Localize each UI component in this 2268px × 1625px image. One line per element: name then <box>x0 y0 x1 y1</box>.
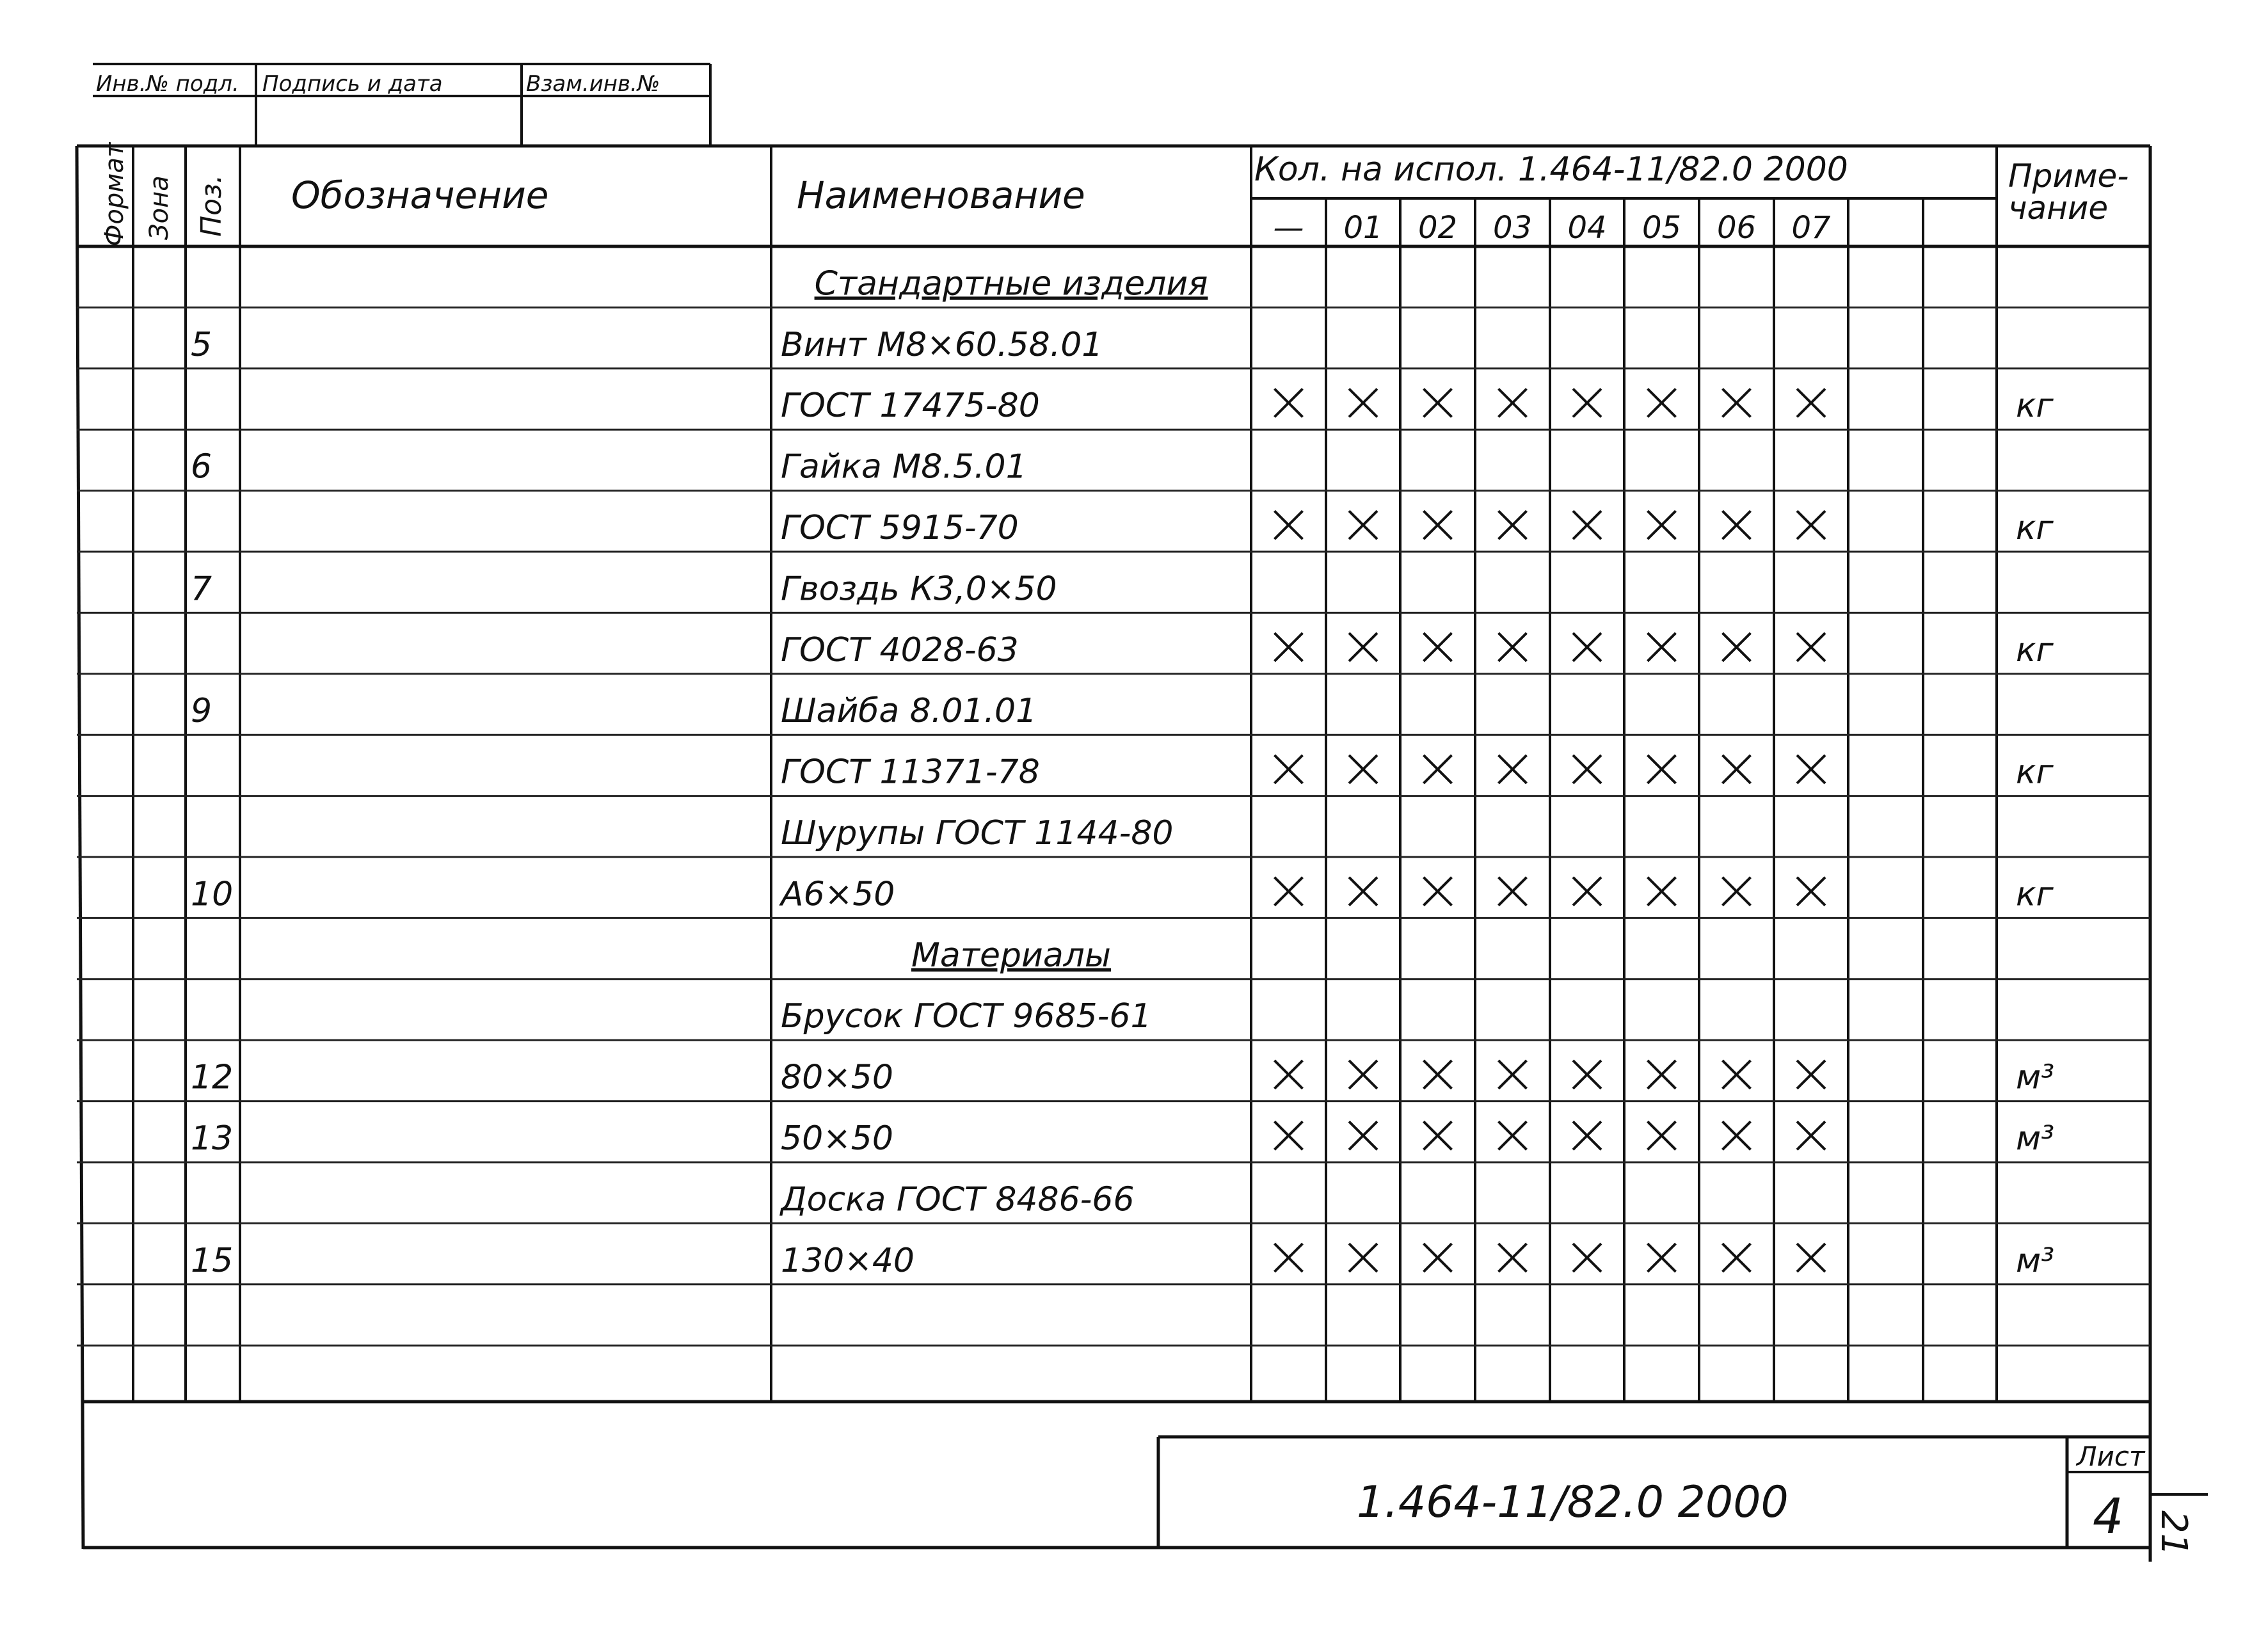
x-mark-icon <box>1424 511 1452 539</box>
x-mark-icon <box>1499 1121 1527 1149</box>
table-row <box>781 387 2054 425</box>
row-name: Доска ГОСТ 8486-66 <box>781 1180 1135 1219</box>
x-mark-icon <box>1723 1061 1751 1089</box>
stamp-cell-signature-date: Подпись и дата <box>262 71 443 97</box>
x-mark-icon <box>1648 877 1676 906</box>
x-mark-icon <box>1424 633 1452 661</box>
x-mark-icon <box>1275 755 1303 783</box>
sheet-number: 4 <box>2093 1487 2124 1544</box>
header-format: Формат <box>100 142 129 246</box>
row-name: Гвоздь К3,0×50 <box>781 570 1057 609</box>
row-name: Шурупы ГОСТ 1144-80 <box>781 814 1174 853</box>
x-mark-icon <box>1648 1121 1676 1149</box>
x-mark-icon <box>1797 877 1825 906</box>
x-mark-icon <box>1275 389 1303 417</box>
x-mark-icon <box>1648 1061 1676 1089</box>
header-note-line1: Приме- <box>2008 157 2129 195</box>
row-name: ГОСТ 11371-78 <box>781 753 1040 792</box>
x-mark-icon <box>1648 511 1676 539</box>
x-mark-icon <box>1424 389 1452 417</box>
table-row <box>815 264 1208 303</box>
table-row <box>191 692 1037 730</box>
x-mark-icon <box>1499 389 1527 417</box>
row-name: Брусок ГОСТ 9685-61 <box>781 997 1152 1036</box>
x-mark-icon <box>1349 511 1377 539</box>
row-note: кг <box>2016 753 2054 792</box>
row-name: Шайба 8.01.01 <box>781 692 1037 731</box>
x-mark-icon <box>1424 1121 1452 1149</box>
x-mark-icon <box>1573 877 1601 906</box>
x-mark-icon <box>1275 1121 1303 1149</box>
table-row <box>911 936 1111 975</box>
x-mark-icon <box>1499 1244 1527 1272</box>
variant-label: 03 <box>1492 210 1533 246</box>
x-mark-icon <box>1723 633 1751 661</box>
x-mark-icon <box>1723 755 1751 783</box>
stamp-cell-inv-original: Инв.№ подл. <box>96 71 239 97</box>
x-mark-icon <box>1797 1244 1825 1272</box>
x-mark-icon <box>1349 877 1377 906</box>
x-mark-icon <box>1499 755 1527 783</box>
x-mark-icon <box>1424 755 1452 783</box>
row-position: 13 <box>191 1119 234 1158</box>
x-mark-icon <box>1424 1061 1452 1089</box>
header-note-line2: чание <box>2008 189 2109 227</box>
x-mark-icon <box>1499 1061 1527 1089</box>
x-mark-icon <box>1723 1244 1751 1272</box>
variant-label: 06 <box>1716 210 1757 246</box>
row-note: м³ <box>2016 1241 2055 1280</box>
x-mark-icon <box>1275 633 1303 661</box>
x-mark-icon <box>1424 1244 1452 1272</box>
x-mark-icon <box>1349 1121 1377 1149</box>
variant-label: 02 <box>1418 210 1458 246</box>
x-mark-icon <box>1797 389 1825 417</box>
x-mark-icon <box>1275 1244 1303 1272</box>
x-mark-icon <box>1499 511 1527 539</box>
variant-label: — <box>1273 210 1304 246</box>
header-qty-title: Кол. на испол. 1.464-11/82.0 2000 <box>1254 150 1848 189</box>
table-row <box>781 631 2054 669</box>
header-name: Наименование <box>797 173 1085 217</box>
x-mark-icon <box>1723 511 1751 539</box>
outer-frame <box>77 146 2150 1562</box>
x-mark-icon <box>1349 1061 1377 1089</box>
table-header <box>100 141 2128 246</box>
x-mark-icon <box>1797 1121 1825 1149</box>
x-mark-icon <box>1648 389 1676 417</box>
section-heading: Стандартные изделия <box>814 264 1208 303</box>
margin-mark <box>2150 1494 2208 1556</box>
variant-label: 05 <box>1641 210 1682 246</box>
row-name: ГОСТ 4028-63 <box>781 630 1019 669</box>
table-row <box>191 448 1027 486</box>
x-mark-icon <box>1648 755 1676 783</box>
table-row <box>781 509 2054 547</box>
table-row <box>781 753 2054 792</box>
x-mark-icon <box>1349 633 1377 661</box>
row-position: 10 <box>191 875 234 914</box>
title-block <box>83 1402 2150 1548</box>
variant-label: 04 <box>1567 210 1607 246</box>
x-mark-icon <box>1573 511 1601 539</box>
row-name: Гайка М8.5.01 <box>781 447 1027 486</box>
x-mark-icon <box>1573 1244 1601 1272</box>
row-position: 7 <box>191 570 212 609</box>
row-position: 12 <box>191 1058 234 1097</box>
x-mark-icon <box>1723 1121 1751 1149</box>
x-mark-icon <box>1349 389 1377 417</box>
table-row <box>191 326 1103 364</box>
header-designation: Обозначение <box>291 173 549 217</box>
margin-number: 21 <box>2153 1510 2194 1557</box>
row-position: 6 <box>191 447 212 486</box>
variant-label: 07 <box>1791 210 1831 246</box>
stamp-cell-replacement-inv: Взам.инв.№ <box>526 71 660 97</box>
x-mark-icon <box>1275 511 1303 539</box>
table-row <box>781 814 1174 853</box>
table-row <box>779 1180 1135 1219</box>
row-name: 80×50 <box>781 1058 893 1097</box>
row-position: 5 <box>191 325 212 364</box>
top-stamp-strip <box>93 64 710 146</box>
x-mark-icon <box>1573 1061 1601 1089</box>
x-mark-icon <box>1797 633 1825 661</box>
sheet-label: Лист <box>2077 1441 2145 1472</box>
x-mark-icon <box>1424 877 1452 906</box>
row-note: кг <box>2016 875 2054 914</box>
x-mark-icon <box>1275 877 1303 906</box>
x-mark-icon <box>1275 1061 1303 1089</box>
row-name: А6×50 <box>781 875 895 914</box>
header-zone: Зона <box>145 175 174 240</box>
x-mark-icon <box>1499 633 1527 661</box>
x-mark-icon <box>1573 1121 1601 1149</box>
x-mark-icon <box>1723 389 1751 417</box>
x-mark-icon <box>1648 633 1676 661</box>
x-mark-icon <box>1499 877 1527 906</box>
variant-labels <box>1274 210 1832 246</box>
x-mark-icon <box>1723 877 1751 906</box>
x-mark-icon <box>1573 633 1601 661</box>
x-mark-icon <box>1349 1244 1377 1272</box>
row-note: кг <box>2016 509 2054 547</box>
x-mark-icon <box>1797 511 1825 539</box>
row-name: 130×40 <box>781 1241 914 1280</box>
x-mark-icon <box>1573 389 1601 417</box>
title-block-designation: 1.464-11/82.0 2000 <box>1357 1477 1789 1528</box>
table-row <box>781 997 1152 1036</box>
row-note: м³ <box>2016 1058 2055 1097</box>
row-name: Винт М8×60.58.01 <box>781 325 1103 364</box>
x-mark-icon <box>1349 755 1377 783</box>
row-note: м³ <box>2016 1119 2055 1158</box>
x-mark-icon <box>1573 755 1601 783</box>
row-note: кг <box>2016 387 2054 426</box>
variant-label: 01 <box>1343 210 1383 246</box>
table-row <box>191 570 1057 608</box>
row-note: кг <box>2016 630 2054 669</box>
header-position: Поз. <box>195 174 228 237</box>
x-mark-icon <box>1648 1244 1676 1272</box>
row-name: ГОСТ 5915-70 <box>781 509 1019 547</box>
row-position: 15 <box>191 1241 234 1280</box>
x-mark-icon <box>1797 755 1825 783</box>
section-heading: Материалы <box>911 936 1111 975</box>
x-mark-icon <box>1797 1061 1825 1089</box>
row-name: ГОСТ 17475-80 <box>781 387 1040 426</box>
row-position: 9 <box>191 692 212 731</box>
row-name: 50×50 <box>781 1119 893 1158</box>
